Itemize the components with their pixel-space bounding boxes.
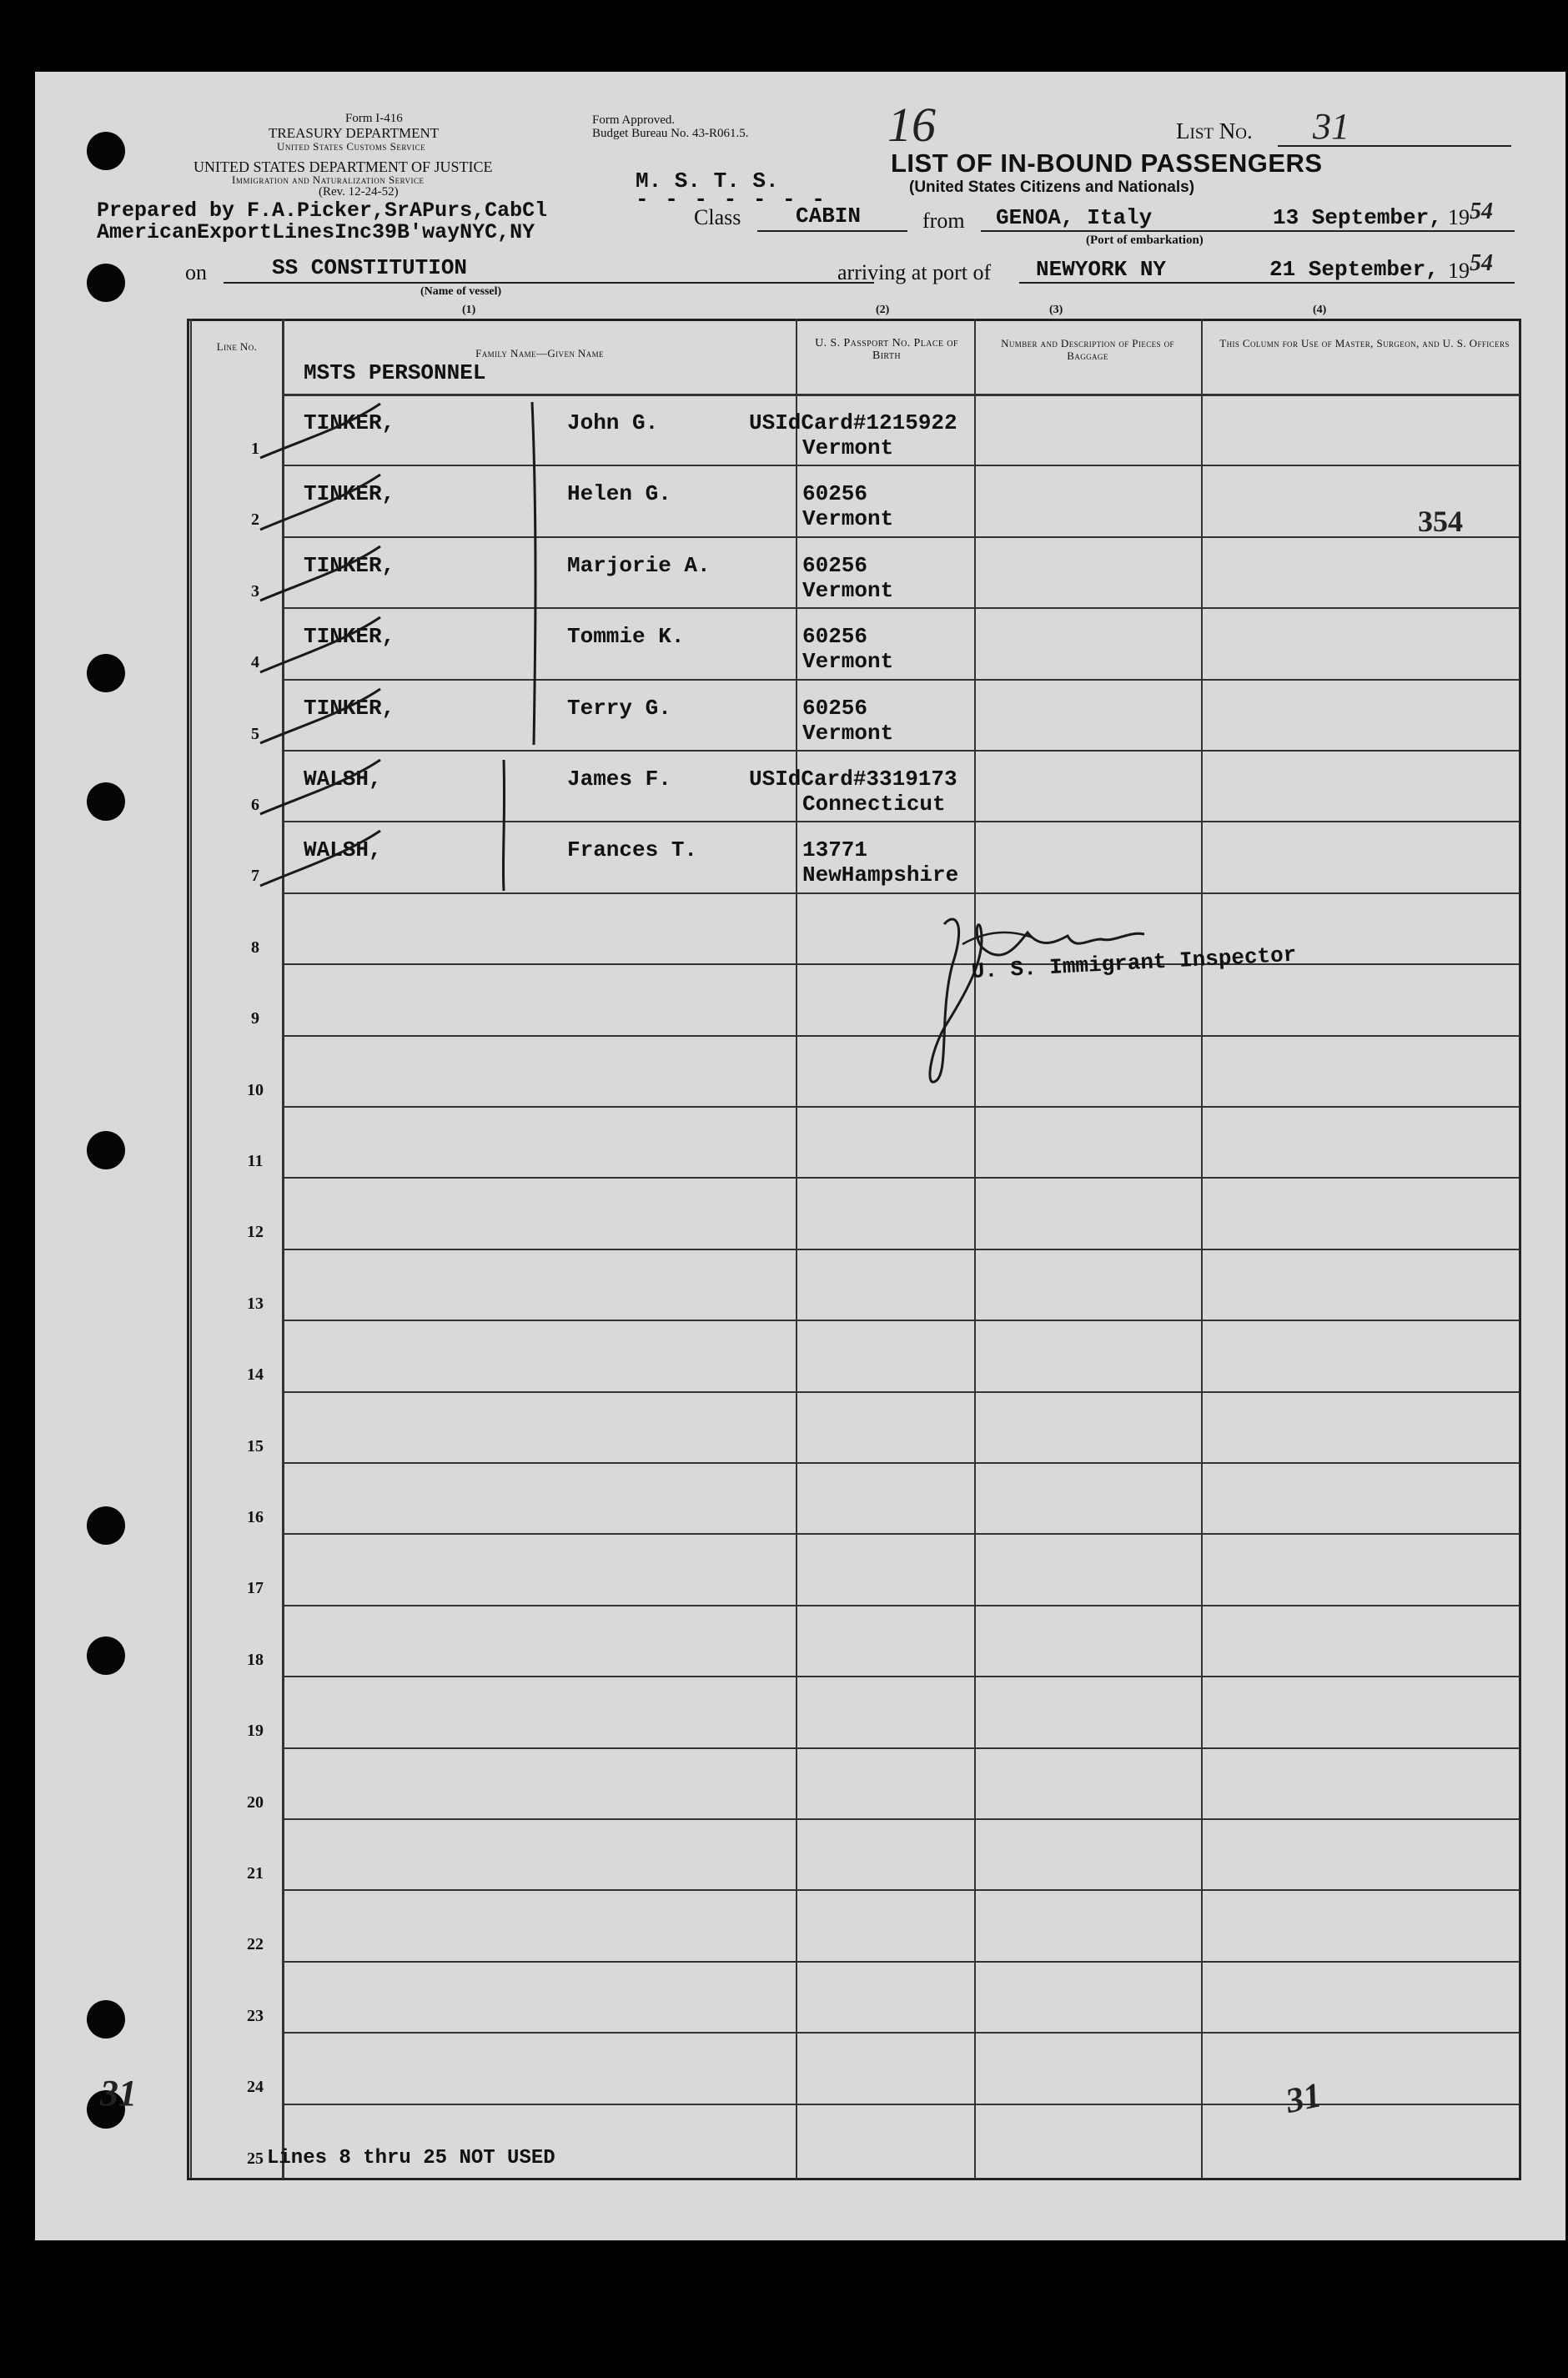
inspector-title: U. S. Immigrant Inspector [971,942,1298,984]
form-number: Form I-416 [345,112,403,125]
class-value: CABIN [796,204,862,229]
form-title: LIST OF IN-BOUND PASSENGERS [891,148,1323,178]
given-name: James F. [567,767,671,792]
col-header-passport: U. S. Passport No. Place of Birth [815,337,958,362]
col-num-2: (2) [876,304,890,316]
passport-number: 60256 [802,696,868,721]
line-number: 3 [251,582,259,601]
arriving-label: arriving at port of [837,260,992,284]
given-name: Marjorie A. [567,553,711,578]
col-header-line: Line No. [216,340,258,353]
col-header-baggage: Number and Description of Pieces of Baggage [1001,337,1174,362]
place-of-birth: NewHampshire [802,862,959,887]
line-number: 13 [247,1295,264,1313]
embark-year-prefix: 19 [1448,205,1470,229]
passport-number: 60256 [802,553,868,578]
passport-number: 13771 [802,837,868,862]
col-header-name: Family Name—Given Name [475,347,604,359]
family-name: TINKER, [304,553,395,578]
place-of-birth: Vermont [802,721,894,746]
line-number: 11 [247,1152,264,1170]
line-number: 25 [247,2149,264,2168]
footer-right-number: 31 [1282,2076,1325,2121]
manifest-page [35,72,1565,2240]
line-number: 20 [247,1793,264,1812]
embark-date: 13 September, [1273,205,1442,230]
list-no-value: 31 [1313,106,1349,147]
arrival-port: NEWYORK NY [1036,257,1167,282]
place-of-birth: Vermont [802,435,894,460]
line-number: 5 [251,725,259,743]
place-of-birth: Connecticut [802,792,946,817]
passport-number: USIdCard#1215922 [749,410,957,435]
from-label: from [922,209,965,233]
line-number: 23 [247,2007,264,2025]
handwritten-number: 16 [887,98,936,152]
class-label: Class [694,205,741,229]
line-number: 12 [247,1223,264,1241]
arrival-year-prefix: 19 [1448,259,1470,283]
passport-number: 60256 [802,481,868,506]
line-number: 8 [251,938,259,957]
given-name: John G. [567,410,659,435]
line-number: 24 [247,2078,264,2096]
dept-treasury-sub: United States Customs Service [277,140,426,153]
msts-underline: - - - - - - - [636,187,827,212]
arrival-date: 21 September, [1269,257,1439,282]
given-name: Helen G. [567,481,671,506]
line-number: 2 [251,510,259,529]
col-num-4: (4) [1313,304,1327,316]
line-number: 15 [247,1437,264,1455]
line-number: 1 [251,440,259,458]
prepared-by-2: AmericanExportLinesInc39B'wayNYC,NY [97,220,535,244]
line-number: 22 [247,1935,264,1953]
arrival-year: 54 [1470,250,1493,276]
col-num-3: (3) [1049,304,1063,316]
msts-label: M. S. T. S. [636,168,779,194]
vessel-label: (Name of vessel) [420,285,502,298]
group-heading: MSTS PERSONNEL [304,360,486,385]
budget-bureau: Budget Bureau No. 43-R061.5. [592,127,749,140]
col-num-1: (1) [462,304,476,316]
inspector-signature [35,72,1565,2240]
line-number: 17 [247,1579,264,1597]
passport-number: USIdCard#3319173 [749,767,957,792]
form-subtitle: (United States Citizens and Nationals) [909,178,1195,196]
given-name: Frances T. [567,837,698,862]
dept-justice-sub: Immigration and Naturalization Service [232,173,425,186]
line-number: 14 [247,1365,264,1384]
dept-treasury: TREASURY DEPARTMENT [269,125,440,141]
family-name: TINKER, [304,624,395,649]
line-number: 16 [247,1508,264,1526]
form-revision: (Rev. 12-24-52) [319,185,399,199]
place-of-birth: Vermont [802,578,894,603]
from-value: GENOA, Italy [996,205,1153,230]
line-number: 7 [251,867,259,885]
officer-note: 354 [1418,505,1463,538]
given-name: Tommie K. [567,624,685,649]
dept-justice: UNITED STATES DEPARTMENT OF JUSTICE [193,158,493,175]
unused-note: Lines 8 thru 25 NOT USED [267,2147,555,2169]
family-name: WALSH, [304,767,382,792]
vessel-name: SS CONSTITUTION [272,255,468,280]
line-number: 19 [247,1722,264,1740]
col-header-officers: This Column for Use of Master, Surgeon, and U. S. Officers [1219,337,1510,349]
passport-number: 60256 [802,624,868,649]
footer-left-number: 31 [100,2073,137,2114]
form-approved: Form Approved. [592,113,676,127]
family-name: TINKER, [304,696,395,721]
place-of-birth: Vermont [802,506,894,531]
list-no-label: List No. [1176,118,1253,143]
line-number: 10 [247,1081,264,1099]
embark-year: 54 [1470,199,1493,224]
line-number: 6 [251,796,259,814]
given-name: Terry G. [567,696,671,721]
place-of-birth: Vermont [802,649,894,674]
family-name: TINKER, [304,481,395,506]
family-name: WALSH, [304,837,382,862]
family-name: TINKER, [304,410,395,435]
line-number: 9 [251,1009,259,1028]
on-label: on [185,260,207,284]
port-embarkation-label: (Port of embarkation) [1086,234,1204,247]
line-number: 4 [251,653,259,671]
line-number: 18 [247,1651,264,1669]
prepared-by-1: Prepared by F.A.Picker,SrAPurs,CabCl [97,199,548,223]
line-number: 21 [247,1864,264,1883]
